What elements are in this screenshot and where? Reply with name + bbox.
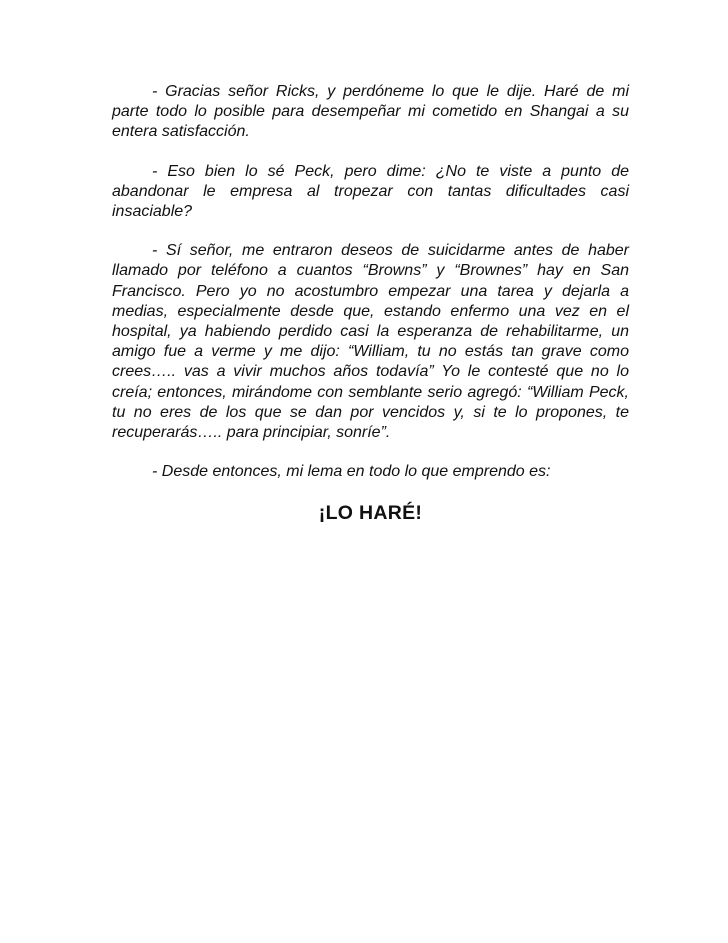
motto-heading: ¡LO HARÉ! xyxy=(318,502,423,525)
paragraph-3: - Sí señor, me entraron deseos de suicidarme antes de haber llamado por teléfono a cuantos “Browns” y “Brownes” hay en San Francisco. Pero yo no acostumbro empezar una tarea y dejarla a medias, especialmente desde que, estando enfermo una vez en el hospital, ya habiendo perdido casi la esperanza de rehabilitarme, un amigo fue a verme y me dijo: “William, tu no estás tan grave como crees….. vas a vivir muchos años todavía” Yo le contesté que no lo creía; entonces, mirándome con semblante serio agregó: “William Peck, tu no eres de los que se dan por vencidos y, si te lo propones, te recuperarás….. para principiar, sonríe”. xyxy=(112,242,629,442)
paragraph-2: - Eso bien lo sé Peck, pero dime: ¿No te viste a punto de abandonar le empresa al tropezar con tantas dificultades casi insaciable? xyxy=(112,162,629,221)
paragraph-4: - Desde entonces, mi lema en todo lo que emprendo es: xyxy=(152,463,551,481)
paragraph-1: - Gracias señor Ricks, y perdóneme lo que le dije. Haré de mi parte todo lo posible para desempeñar mi cometido en Shangai a su entera satisfacción. xyxy=(112,83,629,141)
document-page xyxy=(112,82,629,525)
